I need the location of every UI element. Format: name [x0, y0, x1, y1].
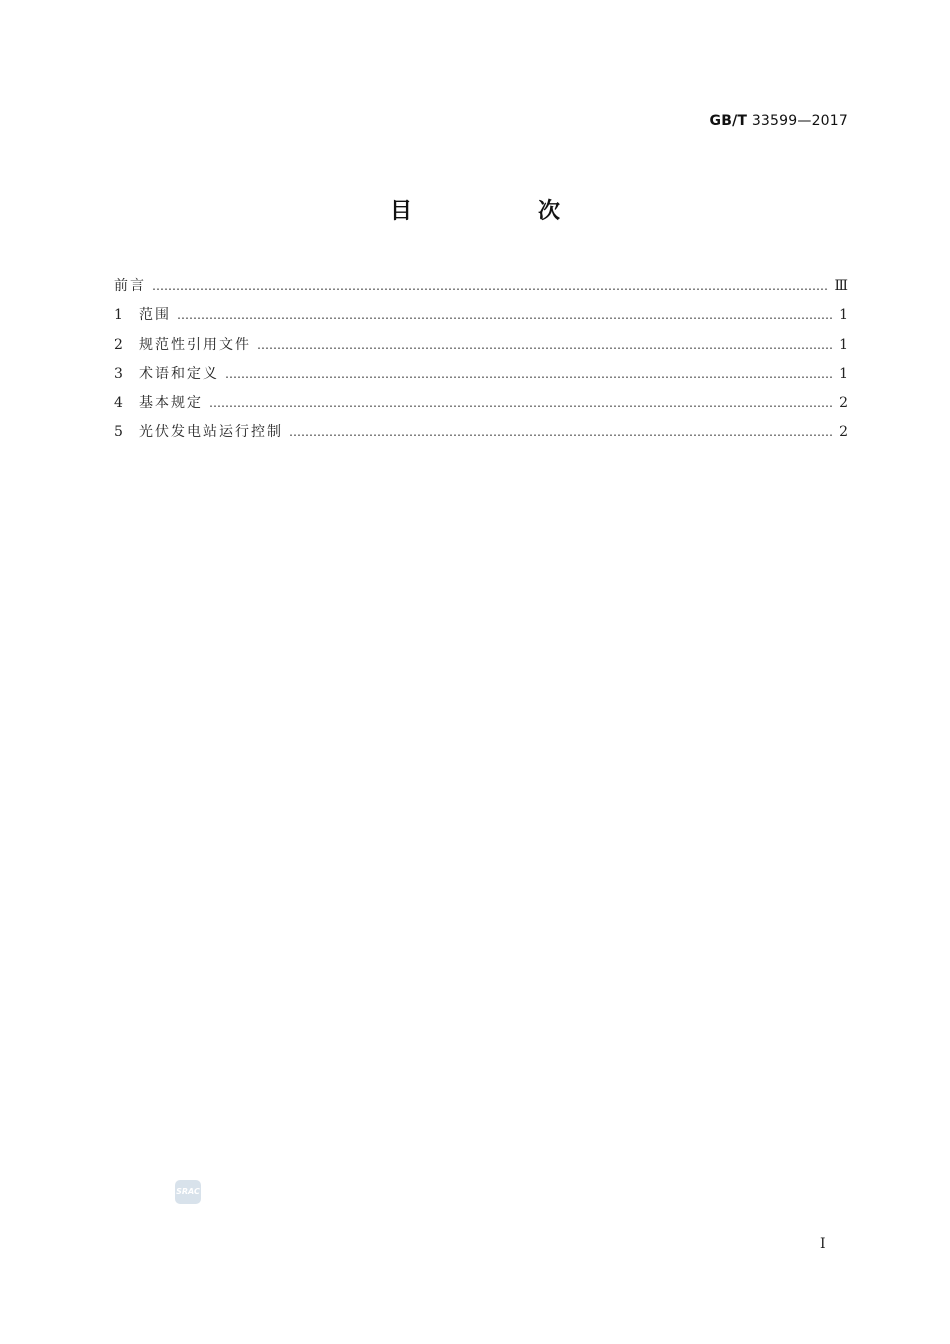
toc-entry-page: Ⅲ — [834, 278, 848, 294]
page-number: Ⅰ — [820, 1236, 826, 1252]
toc-entry-page: 2 — [839, 424, 848, 441]
toc-entry-foreword[interactable] — [114, 272, 848, 301]
toc-entry-number: 1 — [114, 307, 123, 324]
toc-entry-basic-provisions[interactable] — [114, 389, 848, 418]
toc-entry-number: 2 — [114, 336, 123, 353]
standard-prefix: GB/T — [709, 113, 748, 129]
toc-dot-leader — [177, 301, 832, 330]
toc-entry-normative-references[interactable] — [114, 331, 848, 360]
toc-entry-page: 1 — [839, 365, 848, 382]
toc-dot-leader — [152, 272, 828, 301]
toc-entry-page: 1 — [839, 336, 848, 353]
toc-entry-label: 基本规定 — [139, 395, 203, 412]
toc-entry-number: 5 — [114, 424, 123, 441]
toc-entry-label: 术语和定义 — [139, 365, 219, 382]
table-of-contents — [114, 272, 848, 448]
toc-entry-page: 2 — [839, 395, 848, 412]
standard-code — [710, 113, 848, 129]
toc-entry-page: 1 — [839, 307, 848, 324]
toc-dot-leader — [289, 418, 832, 447]
page-title: 目 次 — [389, 199, 612, 224]
toc-entry-scope[interactable] — [114, 301, 848, 330]
toc-entry-pv-station-operation-control[interactable] — [114, 418, 848, 447]
srac-watermark-logo — [175, 1180, 201, 1204]
toc-entry-label: 前言 — [114, 278, 146, 294]
toc-entry-number: 4 — [114, 395, 123, 412]
toc-entry-label: 规范性引用文件 — [139, 336, 251, 353]
toc-entry-terms-definitions[interactable] — [114, 360, 848, 389]
toc-dot-leader — [257, 331, 832, 360]
toc-entry-label: 范围 — [139, 307, 171, 324]
toc-entry-label: 光伏发电站运行控制 — [139, 424, 283, 441]
toc-dot-leader — [225, 360, 832, 389]
toc-entry-number: 3 — [114, 365, 123, 382]
toc-dot-leader — [209, 389, 832, 418]
standard-number: 33599—2017 — [751, 113, 848, 129]
srac-logo-text: SRAC — [176, 1187, 200, 1196]
